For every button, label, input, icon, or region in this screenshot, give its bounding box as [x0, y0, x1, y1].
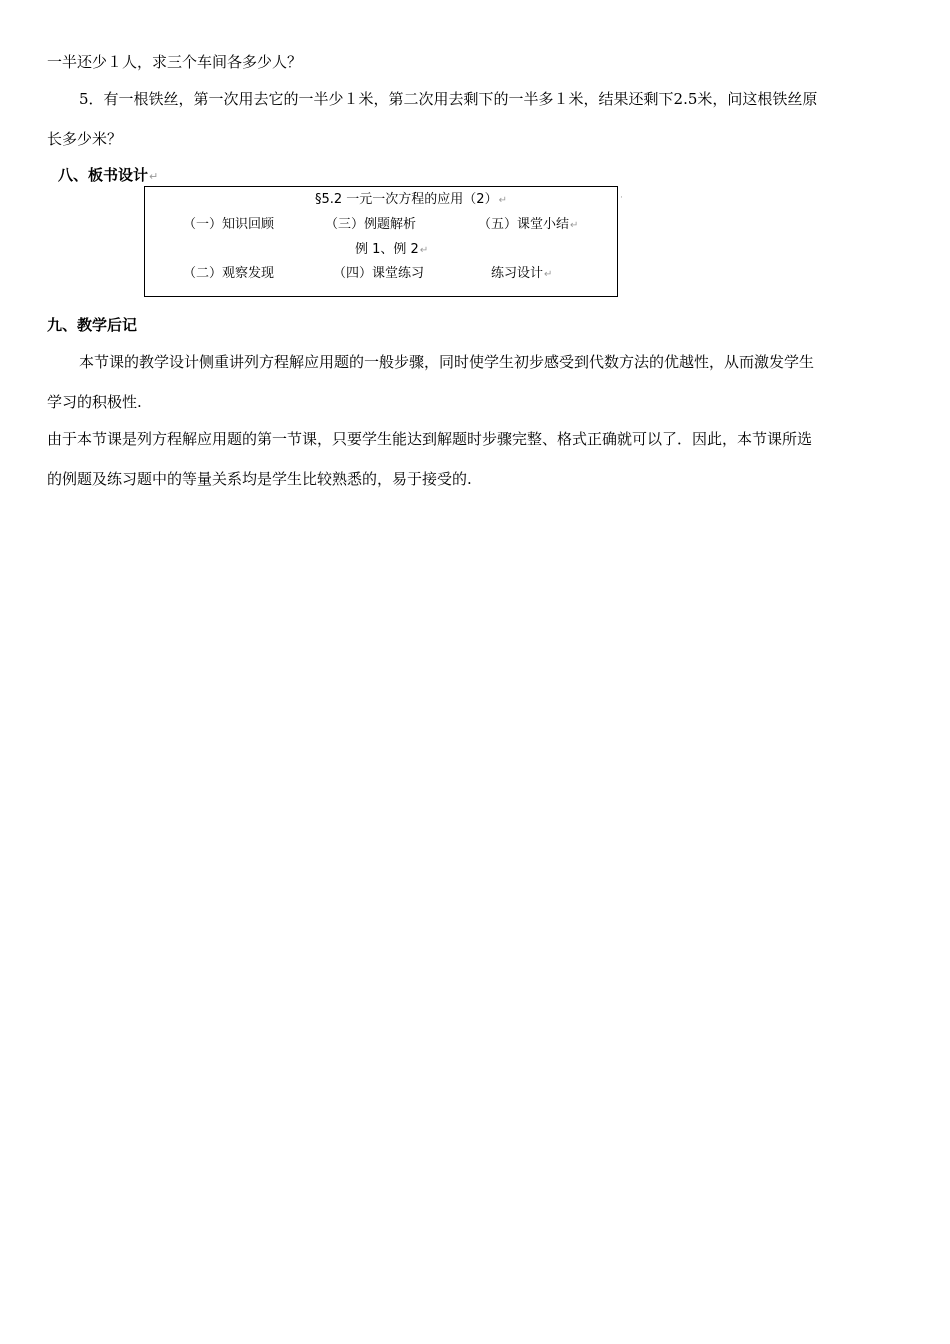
section-9-title: 九、教学后记 — [47, 316, 138, 334]
board-title — [315, 192, 507, 209]
return-mark: ↵ — [570, 220, 579, 231]
reflection-para-1-line-2: 学习的积极性. — [47, 393, 142, 411]
board-examples-text: 例 1、例 2 — [355, 242, 419, 257]
problem-5-line-2: 长多少米？ — [47, 130, 123, 148]
return-mark: ↵ — [498, 195, 507, 206]
board-item-1: （一）知识回顾 — [183, 217, 275, 232]
reflection-para-2-line-1: 由于本节课是列方程解应用题的第一节课，只要学生能达到解题时步骤完整、格式正确就可以了．因此，本节课所选 — [47, 430, 813, 448]
problem-4-continuation: 一半还少１人，求三个车间各多少人？ — [47, 53, 303, 71]
board-title-text: §5.2 一元一次方程的应用（2） — [315, 192, 498, 207]
board-examples — [355, 242, 428, 259]
board-item-5 — [478, 217, 578, 234]
board-item-3: （三）例题解析 — [325, 217, 417, 232]
section-8-heading — [58, 165, 158, 187]
return-mark: ↵ — [544, 269, 553, 280]
reflection-para-1-line-1: 本节课的教学设计侧重讲列方程解应用题的一般步骤，同时使学生初步感受到代数方法的优越性，从而激发学生 — [79, 353, 815, 371]
reflection-para-2-line-2: 的例题及练习题中的等量关系均是学生比较熟悉的，易于接受的. — [47, 470, 472, 488]
problem-5-line-1: 5．有一根铁丝，第一次用去它的一半少１米，第二次用去剩下的一半多１米，结果还剩下2.5米，问这根铁丝原 — [79, 90, 818, 108]
board-item-5-text: （五）课堂小结 — [478, 217, 570, 232]
board-practice — [491, 266, 552, 283]
return-mark: ↵ — [149, 170, 159, 183]
dot-mark: · — [620, 193, 623, 203]
section-8-title: 八、板书设计 — [58, 166, 149, 184]
board-item-4: （四）课堂练习 — [333, 266, 425, 281]
return-mark: ↵ — [419, 245, 429, 256]
blackboard-design-box — [144, 186, 618, 297]
board-practice-text: 练习设计 — [491, 266, 544, 281]
board-item-2: （二）观察发现 — [183, 266, 275, 281]
